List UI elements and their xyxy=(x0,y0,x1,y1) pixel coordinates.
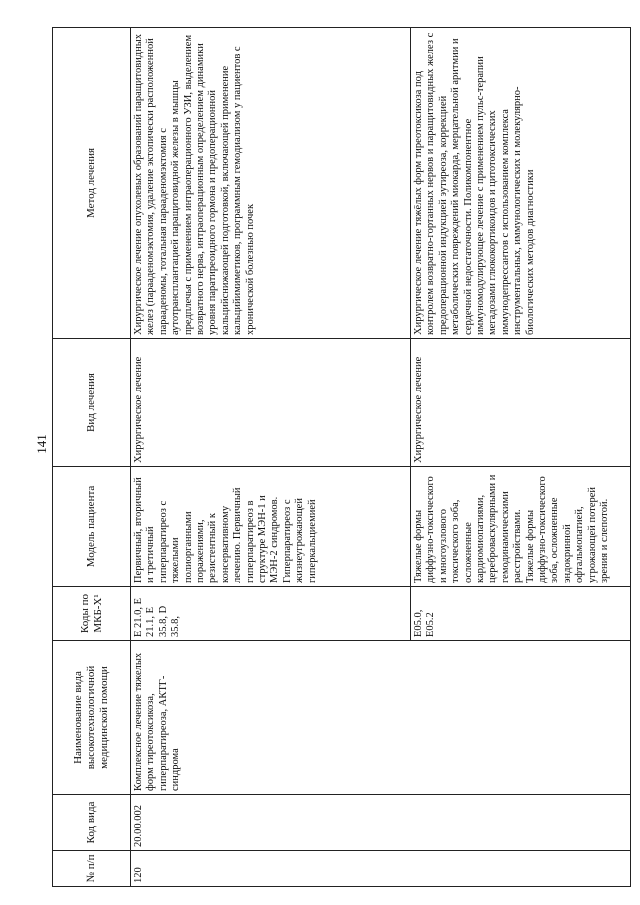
treatment-method-1: Хирургическое лечение опухолевых образований паращитовидных желез (парааденомэктомия, удаление эктопически расположенной парааденомы, тотальная парааденомэктомия с аутотрансплантацией паращитовидной железы в мышцы предплечья с применением интраоперационного УЗИ, выделением возвратного нерва, интраоперационным определением динамики уровня паратиреоидного гормона и предоперационной кальцийснижающей подготовкой, включающей применение кальцийимиметиков, программным гемодиализом у пациентов с хронической болезнью почек xyxy=(131,28,411,339)
table-row xyxy=(131,28,411,887)
patient-model-1: Первичный, вторичный и третичный гиперпаратиреоз с тяжелыми полиорганными поражениями, резистентный к консервативному лечению. Первичный гиперпаратиреоз в структуре МЭН-1 и МЭН-2 синдромов. Гиперпаратиреоз с жизнеугрожающей гиперкальциемией xyxy=(131,467,411,587)
treatment-method-2: Хирургическое лечение тяжёлых форм тиреотоксикоза под контролем возвратно-гортанных нервов и паращитовидных желез с предоперационной индукцией эутиреоза, коррекцией метаболических повреждений миокарда, мерцательной аритмии и сердечной недостаточности. Поликомпонентное иммуномодулирующее лечение с применением пульс-терапии мегадозами глюкокортикоидов и цитотоксических иммунодепрессантов с использованием комплекса инструментальных, иммунологических и молекулярно-биологических методов диагностики xyxy=(411,28,631,339)
header-icd: Коды по МКБ-Х¹ xyxy=(53,587,131,641)
treatment-type-1: Хирургическое лечение xyxy=(131,339,411,467)
row-name: Комплексное лечение тяжелых форм тиреотоксикоза, гиперпаратиреоза, АКТГ-синдрома xyxy=(131,641,631,795)
page-number: 141 xyxy=(34,434,49,454)
header-model: Модель пациента xyxy=(53,467,131,587)
icd-codes-2: E05.0, E05.2 xyxy=(411,587,631,641)
table-container xyxy=(52,28,630,887)
header-method: Метод лечения xyxy=(53,28,131,339)
treatment-table xyxy=(52,27,631,887)
header-code: Код вида xyxy=(53,795,131,851)
treatment-type-2: Хирургическое лечение xyxy=(411,339,631,467)
icd-codes-1: E 21.0, E 21.1, E 35.8, D 35.8, xyxy=(131,587,411,641)
patient-model-2: Тяжелые формы диффузно-токсического и многоузлового токсического зоба, осложненные кардиомиопатиями, цереброваскулярными и гемодинамическими расстройствами. Тяжелые формы диффузно-токсического зоба, осложненные эндокринной офтальмопатией, угрожающей потерей зрения и слепотой. xyxy=(411,467,631,587)
rotated-table xyxy=(52,28,630,887)
row-code: 20.00.002 xyxy=(131,795,631,851)
header-num: № п/п xyxy=(53,851,131,887)
header-row xyxy=(53,28,131,887)
row-number: 120 xyxy=(131,851,631,887)
header-treatment: Вид лечения xyxy=(53,339,131,467)
header-name: Наименование вида высокотехнологичной медицинской помощи xyxy=(53,641,131,795)
